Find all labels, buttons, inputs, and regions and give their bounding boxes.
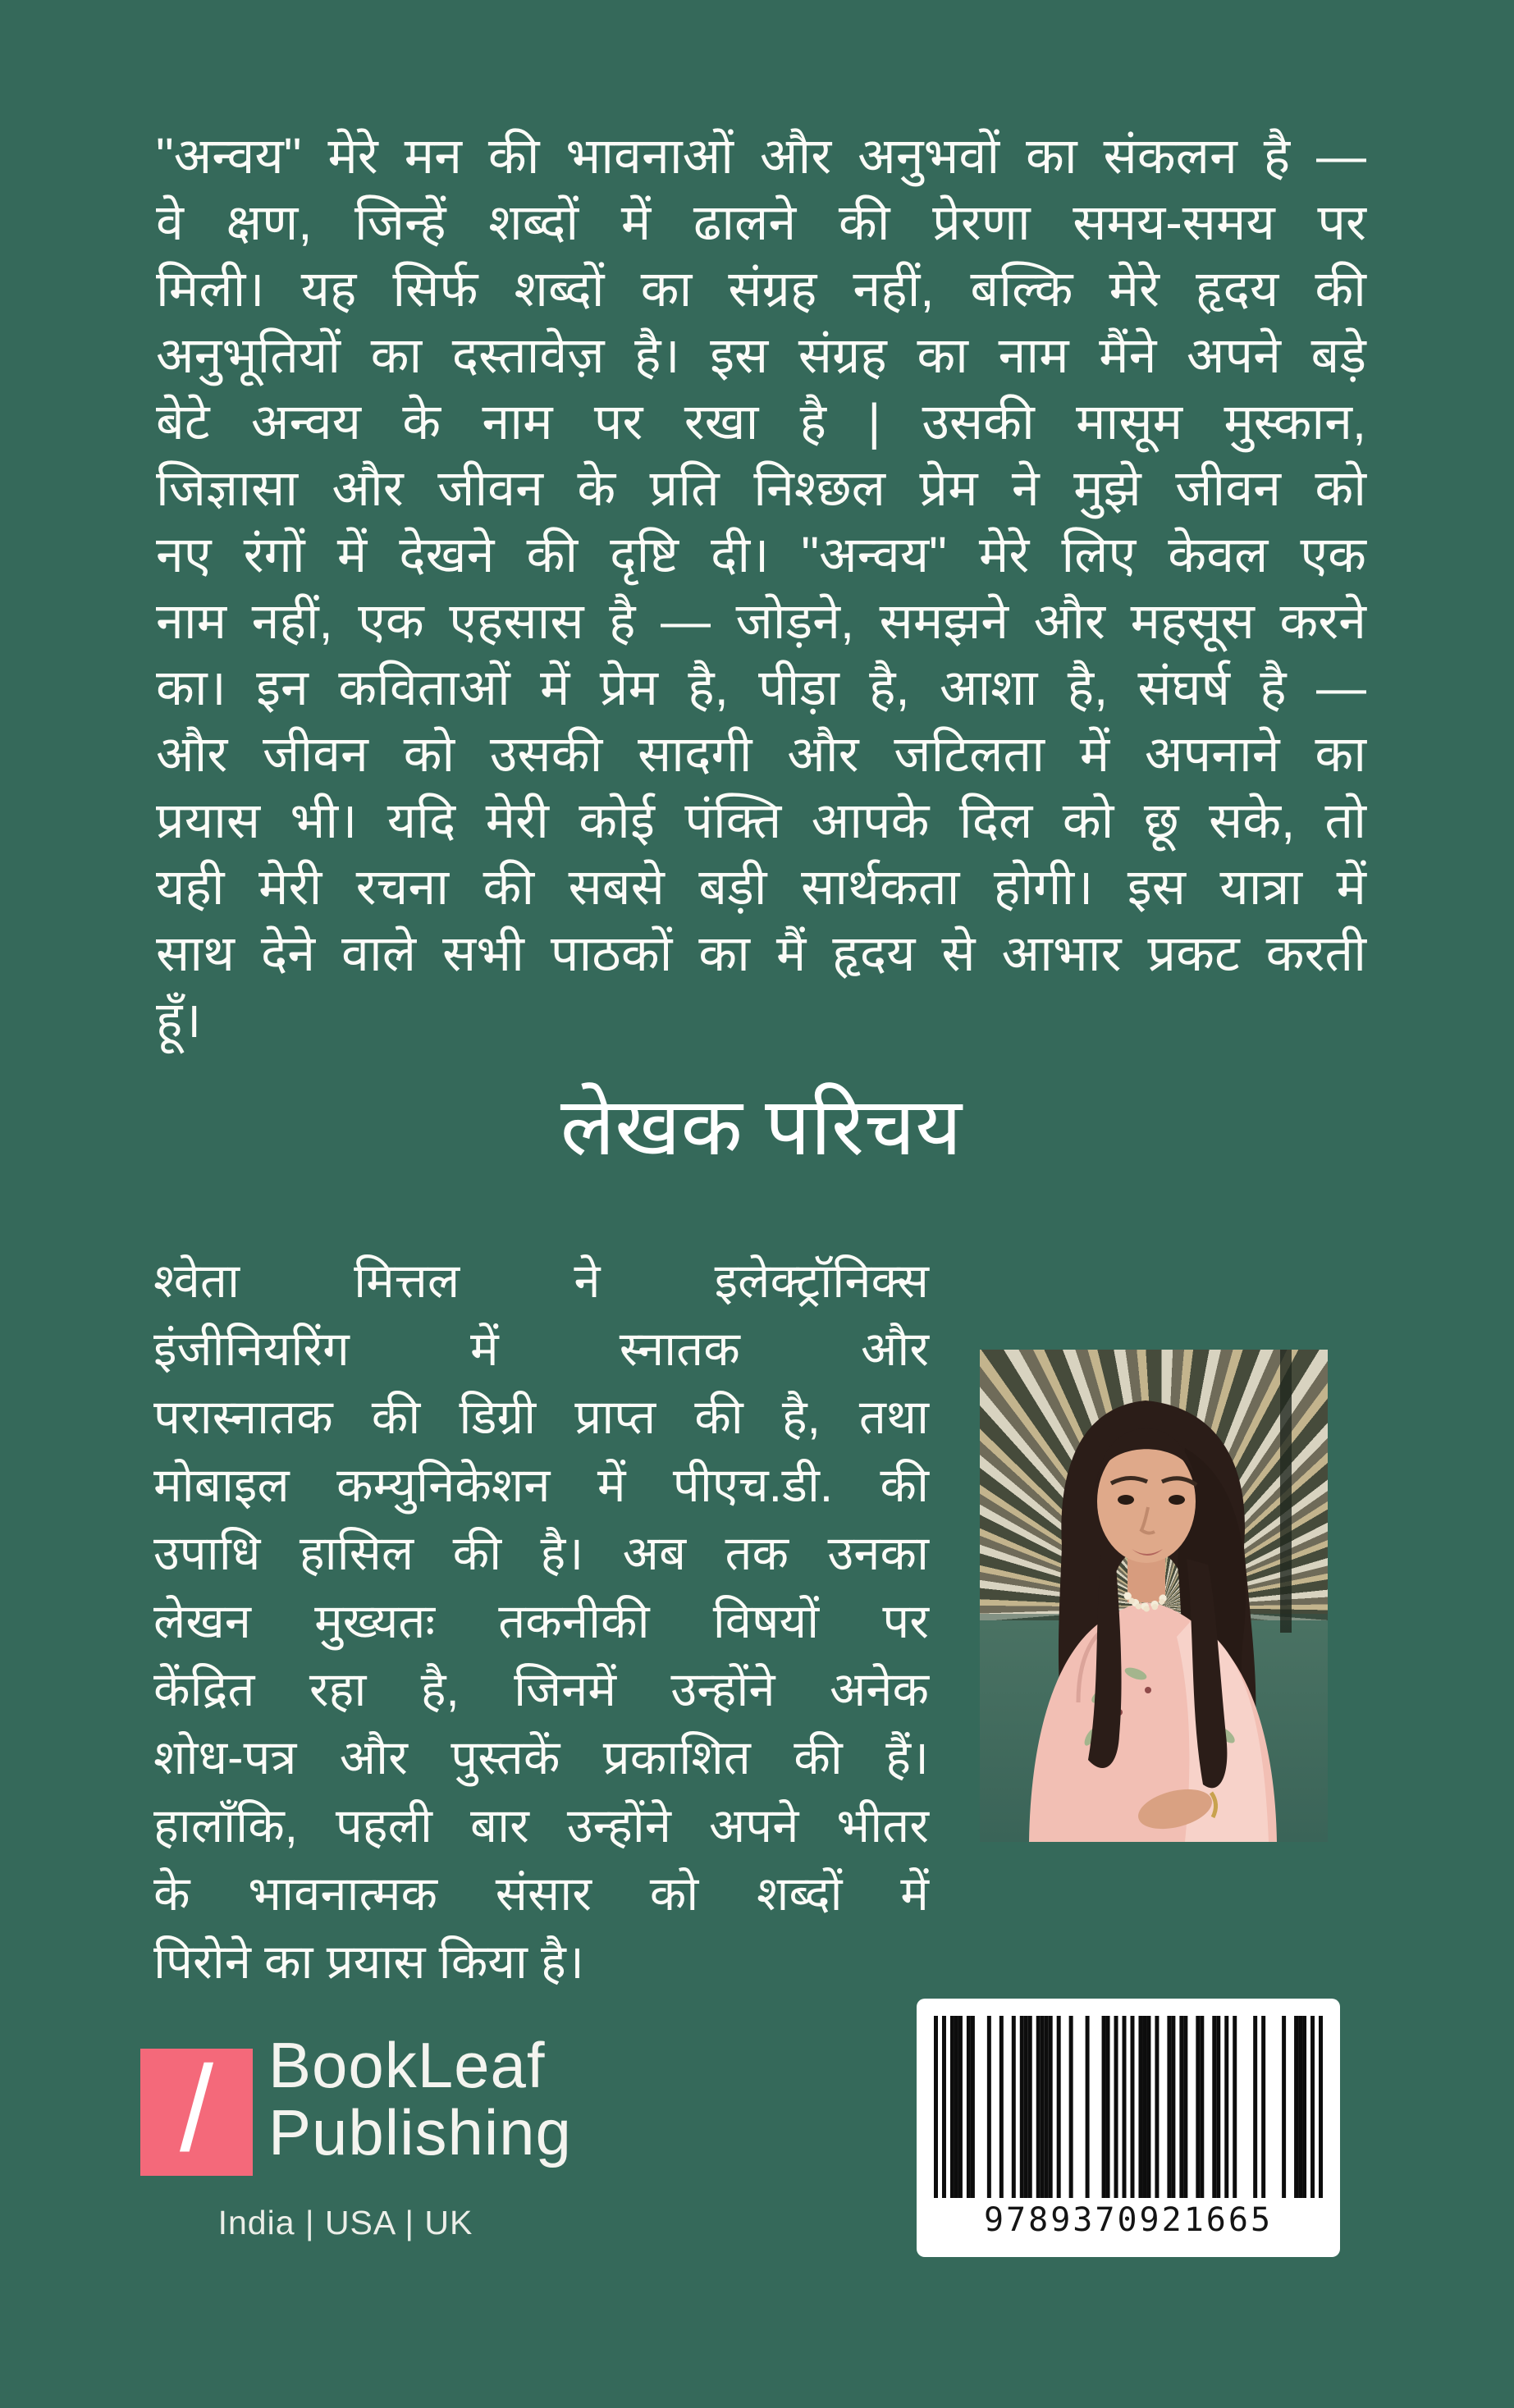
text-line: लेखन मुख्यतः तकनीकी विषयों पर xyxy=(153,1595,929,1648)
text-line: के भावनात्मक संसार को शब्दों में xyxy=(153,1867,929,1921)
text-line: जिज्ञासा और जीवन के प्रति निश्छल प्रेम ने मुझे जीवन को xyxy=(156,460,1366,516)
text-line: यही मेरी रचना की सबसे बड़ी सार्थकता होगी। इस यात्रा में xyxy=(156,859,1366,915)
slash-logo-icon: / xyxy=(179,2040,214,2177)
text-line: केंद्रित रहा है, जिनमें उन्होंने अनेक xyxy=(153,1663,929,1716)
text-line: हालाँकि, पहली बार उन्होंने अपने भीतर xyxy=(153,1799,929,1853)
text-line: हूँ। xyxy=(156,992,202,1048)
text-line: परास्नातक की डिग्री प्राप्त की है, तथा xyxy=(153,1391,929,1444)
text-line: "अन्वय" मेरे मन की भावनाओं और अनुभवों का संकलन है — xyxy=(156,128,1366,184)
text-line: नाम नहीं, एक एहसास है — जोड़ने, समझने और महसूस करने xyxy=(156,593,1366,649)
publisher-name-line1: BookLeaf xyxy=(268,2029,546,2101)
author-portrait-illustration xyxy=(980,1350,1328,1842)
barcode-bars-icon xyxy=(934,2016,1323,2198)
text-line: मोबाइल कम्युनिकेशन में पीएच.डी. की xyxy=(153,1459,929,1512)
text-line: साथ देने वाले सभी पाठकों का मैं हृदय से आभार प्रकट करती xyxy=(156,925,1366,981)
publisher-name xyxy=(268,2031,572,2166)
text-line: प्रयास भी। यदि मेरी कोई पंक्ति आपके दिल को छू सके, तो xyxy=(156,793,1366,848)
book-blurb xyxy=(156,123,1366,1053)
author-photo xyxy=(980,1350,1328,1842)
text-line: श्वेता मित्तल ने इलेक्ट्रॉनिक्स xyxy=(153,1254,929,1308)
text-line: का। इन कविताओं में प्रेम है, पीड़ा है, आशा है, संघर्ष है — xyxy=(156,660,1366,715)
text-line: पिरोने का प्रयास किया है। xyxy=(153,1935,584,1989)
text-line: वे क्षण, जिन्हें शब्दों में ढालने की प्रेरणा समय-समय पर xyxy=(156,194,1366,250)
bookleaf-logo xyxy=(140,2040,253,2177)
text-line: शोध-पत्र और पुस्तकें प्रकाशित की हैं। xyxy=(153,1731,929,1784)
text-line: उपाधि हासिल की है। अब तक उनका xyxy=(153,1527,929,1580)
text-line: और जीवन को उसकी सादगी और जटिलता में अपनाने का xyxy=(156,726,1366,782)
isbn-number: 9789370921665 xyxy=(983,2201,1274,2239)
text-line: नए रंगों में देखने की दृष्टि दी। "अन्वय" मेरे लिए केवल एक xyxy=(156,527,1366,583)
section-heading-author-intro: लेखक परिचय xyxy=(560,1081,963,1172)
text-line: अनुभूतियों का दस्तावेज़ है। इस संग्रह का नाम मैंने अपने बड़े xyxy=(156,327,1366,383)
publisher-regions: India | USA | UK xyxy=(217,2204,473,2241)
text-line: बेटे अन्वय के नाम पर रखा है | उसकी मासूम मुस्कान, xyxy=(156,394,1366,450)
isbn-barcode xyxy=(917,1999,1340,2257)
publisher-name-line2: Publishing xyxy=(268,2096,572,2168)
text-line: इंजीनियरिंग में स्नातक और xyxy=(153,1323,929,1376)
text-line: मिली। यह सिर्फ शब्दों का संग्रह नहीं, बल्कि मेरे हृदय की xyxy=(156,261,1366,317)
author-bio xyxy=(153,1247,929,1996)
